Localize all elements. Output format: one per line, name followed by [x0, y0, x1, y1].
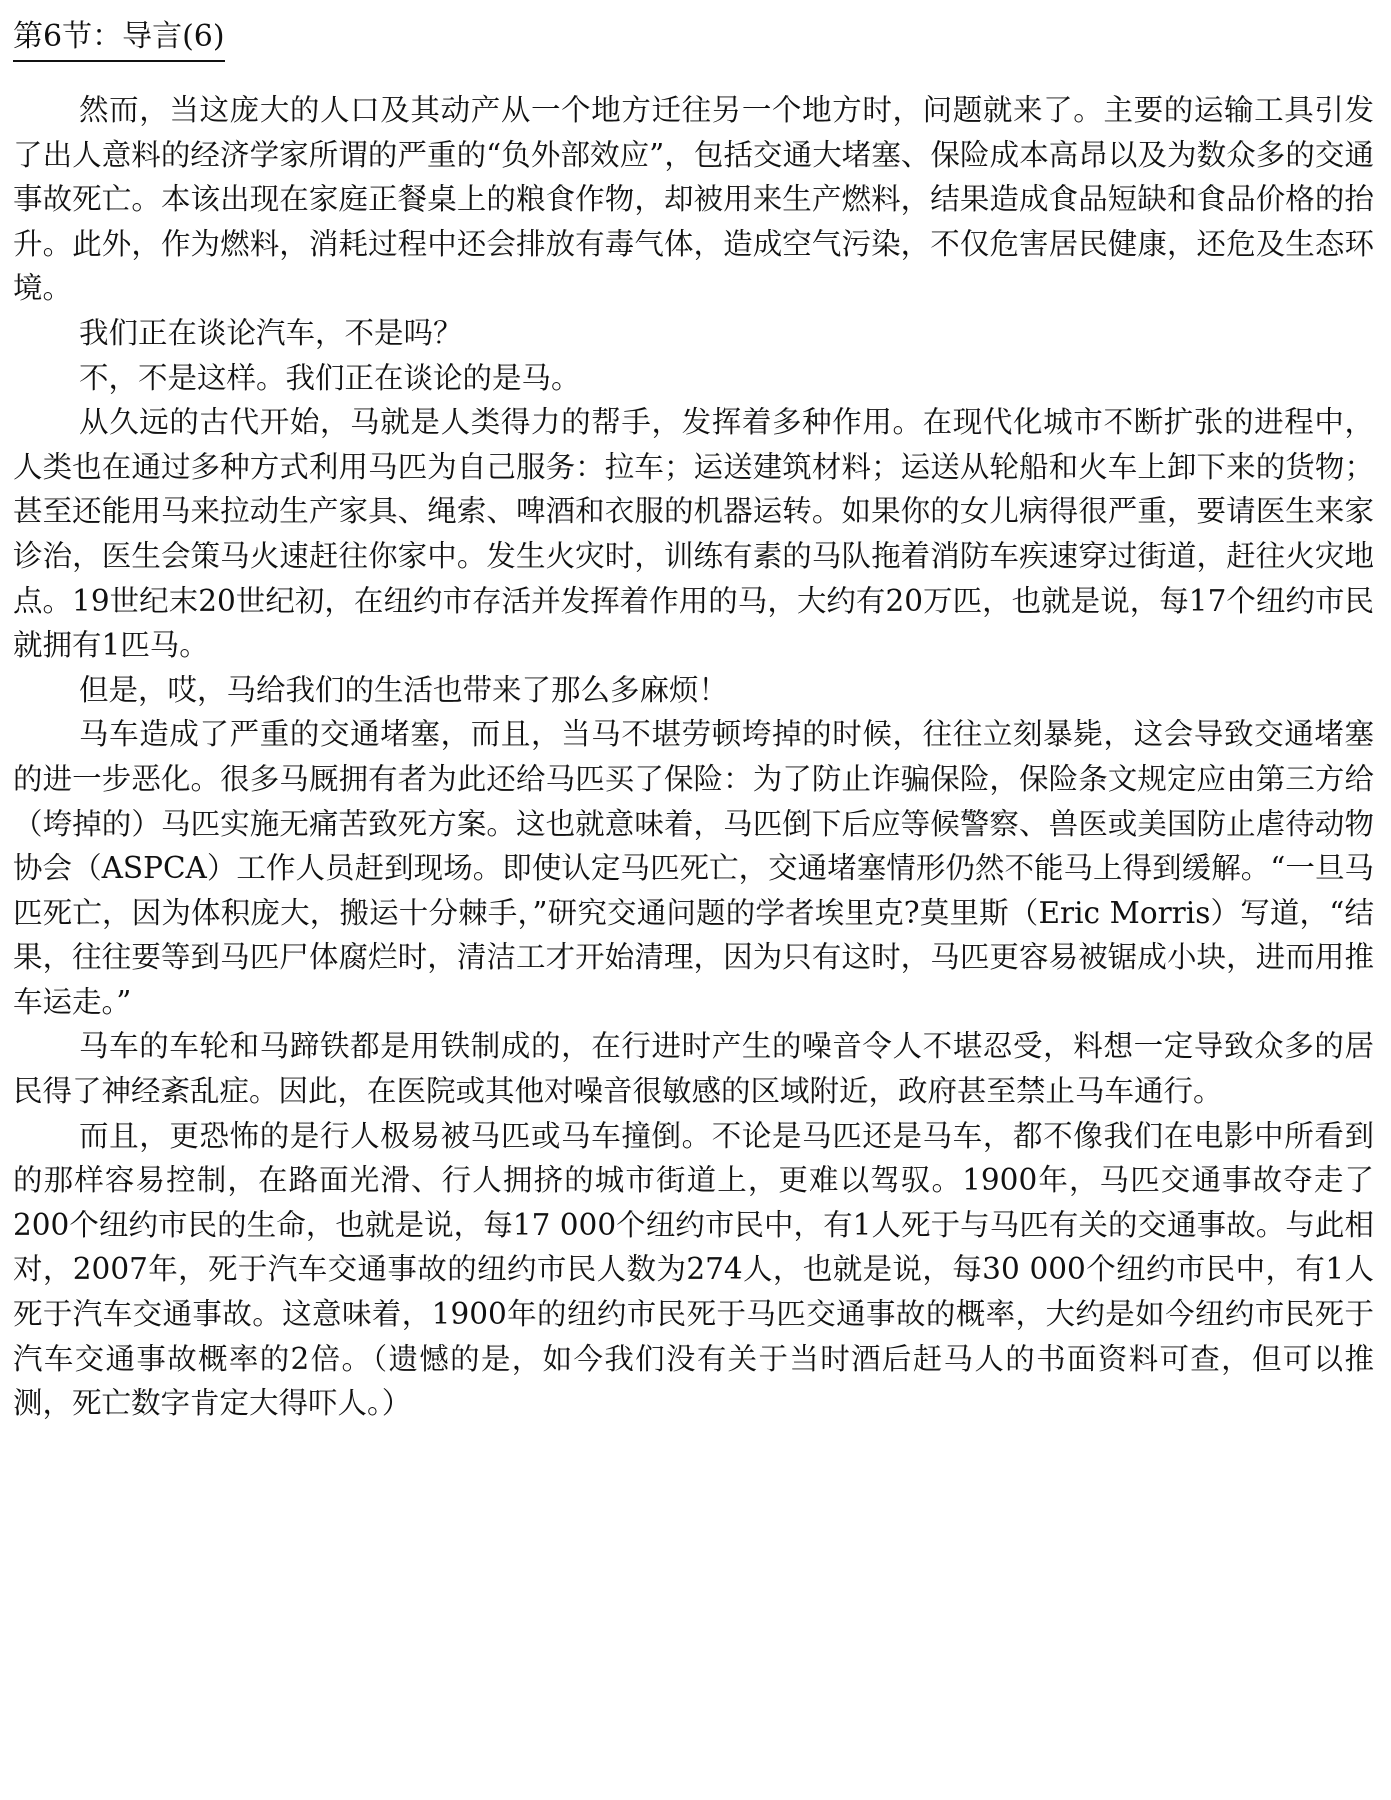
paragraph: 马车的车轮和马蹄铁都是用铁制成的，在行进时产生的噪音令人不堪忍受，料想一定导致众多的居民得了神经紊乱症。因此，在医院或其他对噪音很敏感的区域附近，政府甚至禁止马车通行。	[13, 1029, 1374, 1109]
paragraph: 但是，哎，马给我们的生活也带来了那么多麻烦！	[79, 672, 729, 707]
paragraph: 而且，更恐怖的是行人极易被马匹或马车撞倒。不论是马匹还是马车，都不像我们在电影中所看到的那样容易控制，在路面光滑、行人拥挤的城市街道上，更难以驾驭。1900年，马匹交通事故夺走了200个纽约市民的生命，也就是说，每17 000个纽约市民中，有1人死于与马匹有关的交通事故。与此相对，2007年，死于汽车交通事故的纽约市民人数为274人，也就是说，每30 000个纽约市民中，有1人死于汽车交通事故。这意味着，1900年的纽约市民死于马匹交通事故的概率，大约是如今纽约市民死于汽车交通事故概率的2倍。（遗憾的是，如今我们没有关于当时酒后赶马人的书面资料可查，但可以推测，死亡数字肯定大得吓人。）	[13, 1118, 1374, 1421]
paragraph: 然而，当这庞大的人口及其动产从一个地方迁往另一个地方时，问题就来了。主要的运输工具引发了出人意料的经济学家所谓的严重的“负外部效应”，包括交通大堵塞、保险成本高昂以及为数众多的交通事故死亡。本该出现在家庭正餐桌上的粮食作物，却被用来生产燃料，结果造成食品短缺和食品价格的抬升。此外，作为燃料，消耗过程中还会排放有毒气体，造成空气污染，不仅危害居民健康，还危及生态环境。	[13, 93, 1374, 306]
body-text	[13, 88, 1374, 1426]
paragraph: 从久远的古代开始，马就是人类得力的帮手，发挥着多种作用。在现代化城市不断扩张的进程中，人类也在通过多种方式利用马匹为自己服务：拉车；运送建筑材料；运送从轮船和火车上卸下来的货物；甚至还能用马来拉动生产家具、绳索、啤酒和衣服的机器运转。如果你的女儿病得很严重，要请医生来家诊治，医生会策马火速赶往你家中。发生火灾时，训练有素的马队拖着消防车疾速穿过街道，赶往火灾地点。19世纪末20世纪初，在纽约市存活并发挥着作用的马，大约有20万匹，也就是说，每17个纽约市民就拥有1匹马。	[13, 405, 1374, 663]
paragraph: 我们正在谈论汽车，不是吗？	[79, 315, 463, 350]
paragraph: 马车造成了严重的交通堵塞，而且，当马不堪劳顿垮掉的时候，往往立刻暴毙，这会导致交通堵塞的进一步恶化。很多马厩拥有者为此还给马匹买了保险：为了防止诈骗保险，保险条文规定应由第三方给（垮掉的）马匹实施无痛苦致死方案。这也就意味着，马匹倒下后应等候警察、兽医或美国防止虐待动物协会（ASPCA）工作人员赶到现场。即使认定马匹死亡，交通堵塞情形仍然不能马上得到缓解。“一旦马匹死亡，因为体积庞大，搬运十分棘手，”研究交通问题的学者埃里克?莫里斯（Eric Morris）写道，“结果，往往要等到马匹尸体腐烂时，清洁工才开始清理，因为只有这时，马匹更容易被锯成小块，进而用推车运走。”	[13, 717, 1374, 1019]
paragraph: 不，不是这样。我们正在谈论的是马。	[79, 360, 581, 395]
section-title: 第6节：导言(6)	[13, 14, 225, 62]
